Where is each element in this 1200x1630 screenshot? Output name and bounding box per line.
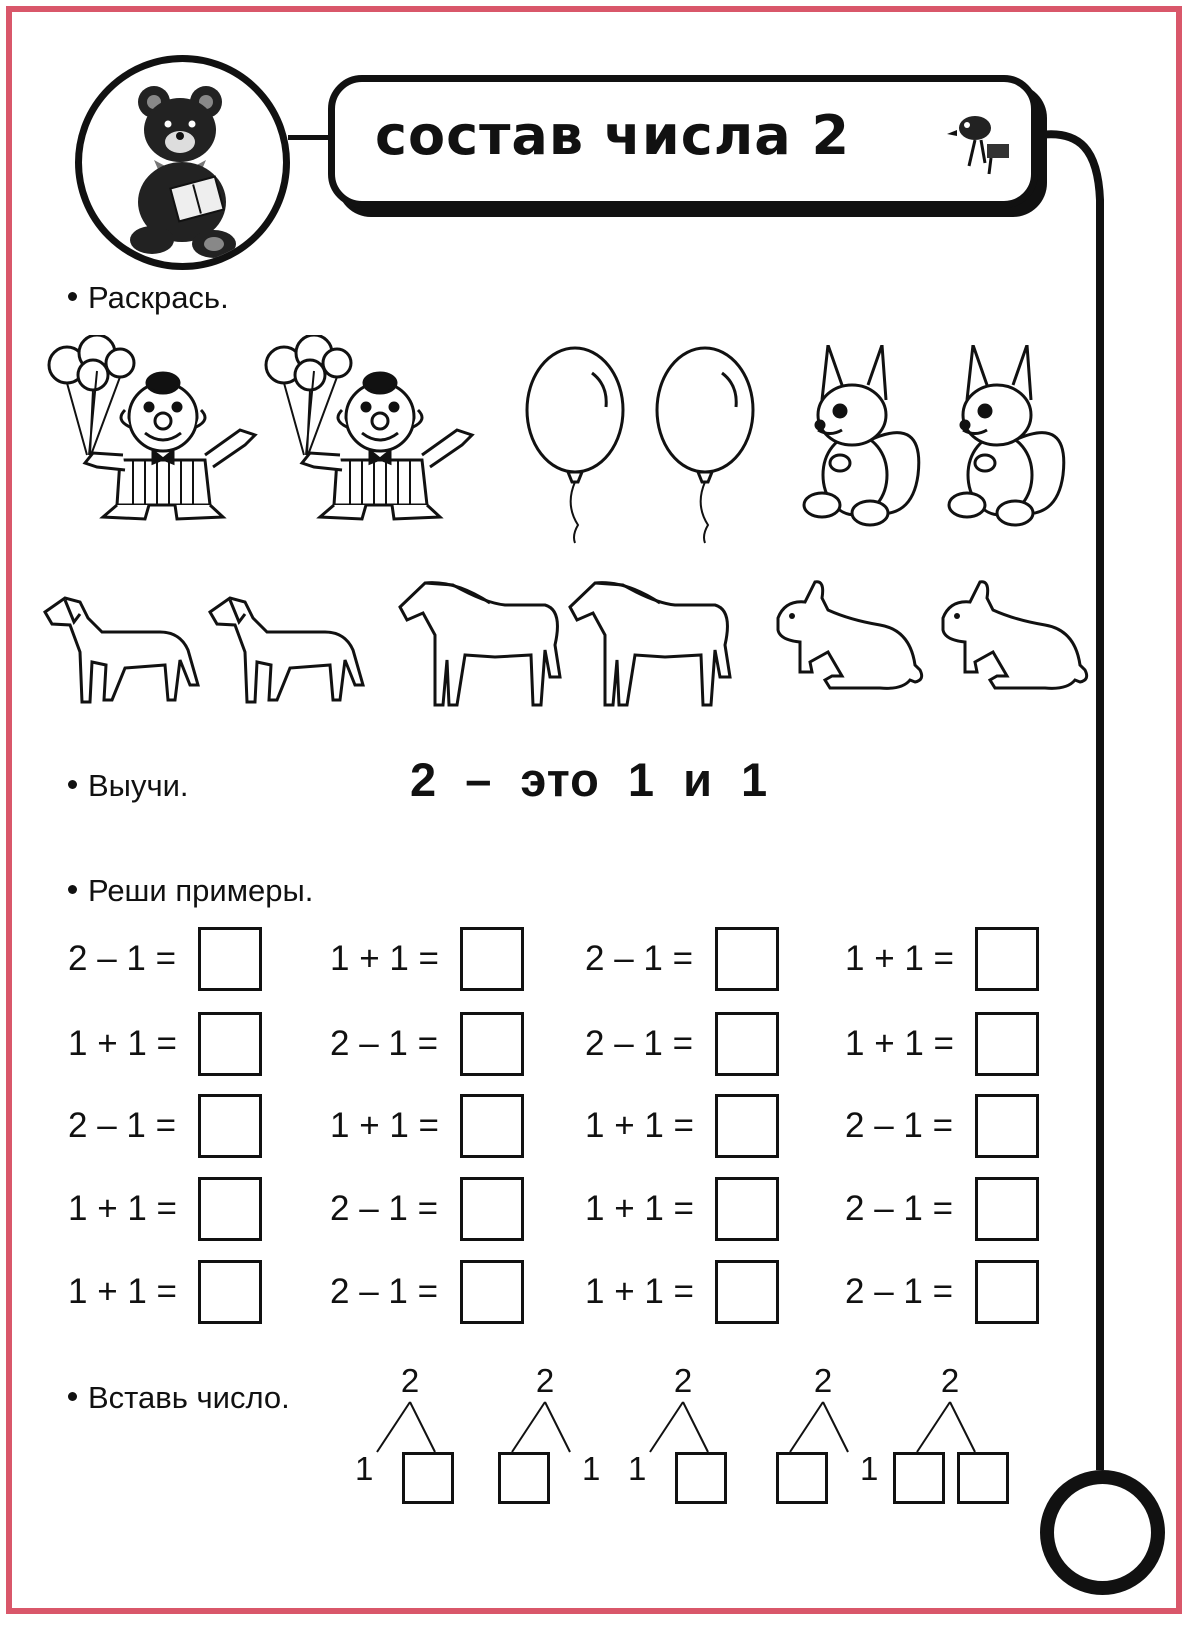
tree-left-box[interactable] [498, 1452, 550, 1504]
tree-left-box[interactable] [776, 1452, 828, 1504]
exercise-expression: 1 + 1 = [585, 1106, 694, 1145]
emblem-connector [288, 135, 333, 140]
exercise-expression: 2 – 1 = [585, 1024, 694, 1063]
tree-top-number: 2 [400, 1362, 420, 1399]
answer-box[interactable] [975, 1260, 1039, 1324]
answer-box[interactable] [460, 1260, 524, 1324]
exercise-expression: 2 – 1 = [845, 1106, 954, 1145]
answer-box[interactable] [460, 1094, 524, 1158]
answer-box[interactable] [975, 1012, 1039, 1076]
exercise-expression: 2 – 1 = [845, 1189, 954, 1228]
page-title: состав числа 2 [375, 104, 851, 167]
rabbit-icon [770, 580, 925, 700]
squirrel-icon [945, 345, 1075, 535]
exercise [330, 1175, 524, 1243]
tree-left-number: 1 [355, 1450, 374, 1487]
task-learn-label [68, 768, 189, 804]
bullet-icon [68, 292, 77, 301]
balloon-icon [520, 345, 630, 545]
learn-statement: 2 – это 1 и 1 [410, 753, 769, 806]
exercise-expression: 2 – 1 = [330, 1272, 439, 1311]
exercise-expression: 1 + 1 = [330, 1106, 439, 1145]
tree-right-number: 1 [860, 1450, 879, 1487]
exercise [68, 1092, 262, 1160]
tree-right-box[interactable] [402, 1452, 454, 1504]
answer-box[interactable] [460, 1177, 524, 1241]
answer-box[interactable] [198, 1012, 262, 1076]
exercise [330, 1258, 524, 1326]
task-insert-text: Вставь число. [88, 1380, 290, 1415]
answer-box[interactable] [198, 1260, 262, 1324]
tree-left-box[interactable] [893, 1452, 945, 1504]
answer-box[interactable] [198, 1177, 262, 1241]
number-tree [628, 1362, 738, 1500]
exercise-expression: 2 – 1 = [845, 1272, 954, 1311]
exercise-expression: 1 + 1 = [68, 1024, 177, 1063]
exercise-expression: 1 + 1 = [845, 1024, 954, 1063]
task-color-text: Раскрась. [88, 280, 229, 315]
exercise [330, 1010, 524, 1078]
rabbit-icon [935, 580, 1090, 700]
answer-box[interactable] [460, 927, 524, 991]
answer-box[interactable] [975, 1177, 1039, 1241]
clown-with-balloons-icon [45, 335, 260, 535]
task-learn-text: Выучи. [88, 768, 189, 803]
exercise-expression: 2 – 1 = [585, 939, 694, 978]
exercise [845, 1175, 1039, 1243]
exercise-expression: 1 + 1 = [330, 939, 439, 978]
number-tree [895, 1362, 1005, 1500]
exercise [585, 1092, 779, 1160]
number-tree [355, 1362, 465, 1500]
exercise-expression: 1 + 1 = [68, 1272, 177, 1311]
dog-icon [205, 590, 370, 710]
tree-right-box[interactable] [675, 1452, 727, 1504]
tree-top-number: 2 [673, 1362, 693, 1399]
answer-box[interactable] [715, 927, 779, 991]
number-tree [768, 1362, 879, 1500]
task-solve-text: Реши примеры. [88, 873, 314, 908]
answer-box[interactable] [975, 1094, 1039, 1158]
tree-right-number: 1 [582, 1450, 601, 1487]
answer-box[interactable] [460, 1012, 524, 1076]
exercise-expression: 1 + 1 = [845, 939, 954, 978]
task-solve-label [68, 873, 313, 909]
exercise [845, 1258, 1039, 1326]
answer-box[interactable] [198, 927, 262, 991]
tree-top-number: 2 [535, 1362, 555, 1399]
tree-top-number: 2 [940, 1362, 960, 1399]
answer-box[interactable] [715, 1260, 779, 1324]
exercise [845, 925, 1039, 993]
bullet-icon [68, 1392, 77, 1401]
exercise-expression: 1 + 1 = [68, 1189, 177, 1228]
exercise [68, 925, 262, 993]
bullet-icon [68, 885, 77, 894]
answer-box[interactable] [715, 1177, 779, 1241]
tree-right-box[interactable] [957, 1452, 1009, 1504]
balloon-icon [650, 345, 760, 545]
exercise-expression: 2 – 1 = [68, 939, 177, 978]
squirrel-icon [800, 345, 930, 535]
exercise [585, 1258, 779, 1326]
exercise [330, 1092, 524, 1160]
exercise [585, 1010, 779, 1078]
exercise [845, 1010, 1039, 1078]
answer-box[interactable] [715, 1012, 779, 1076]
exercise-expression: 2 – 1 = [330, 1024, 439, 1063]
tree-top-number: 2 [813, 1362, 833, 1399]
answer-box[interactable] [715, 1094, 779, 1158]
clown-with-balloons-icon [262, 335, 477, 535]
exercise-expression: 1 + 1 = [585, 1272, 694, 1311]
tree-left-number: 1 [628, 1450, 647, 1487]
exercise [68, 1175, 262, 1243]
task-insert-label [68, 1380, 290, 1416]
exercise-expression: 1 + 1 = [585, 1189, 694, 1228]
exercise-expression: 2 – 1 = [68, 1106, 177, 1145]
exercise [330, 925, 524, 993]
bear-emblem [75, 55, 290, 270]
ring-decoration [1040, 1470, 1165, 1595]
exercise-expression: 2 – 1 = [330, 1189, 439, 1228]
task-color-label [68, 280, 229, 316]
bear-with-book-icon [82, 62, 283, 263]
exercise [585, 1175, 779, 1243]
exercise [68, 1010, 262, 1078]
title-banner [328, 75, 1038, 208]
bullet-icon [68, 780, 77, 789]
horse-icon [565, 575, 740, 715]
exercise [68, 1258, 262, 1326]
number-tree [490, 1362, 601, 1500]
bird-icon [945, 108, 1015, 178]
answer-box[interactable] [975, 927, 1039, 991]
exercise [845, 1092, 1039, 1160]
exercise [585, 925, 779, 993]
dog-icon [40, 590, 205, 710]
horse-icon [395, 575, 570, 715]
answer-box[interactable] [198, 1094, 262, 1158]
